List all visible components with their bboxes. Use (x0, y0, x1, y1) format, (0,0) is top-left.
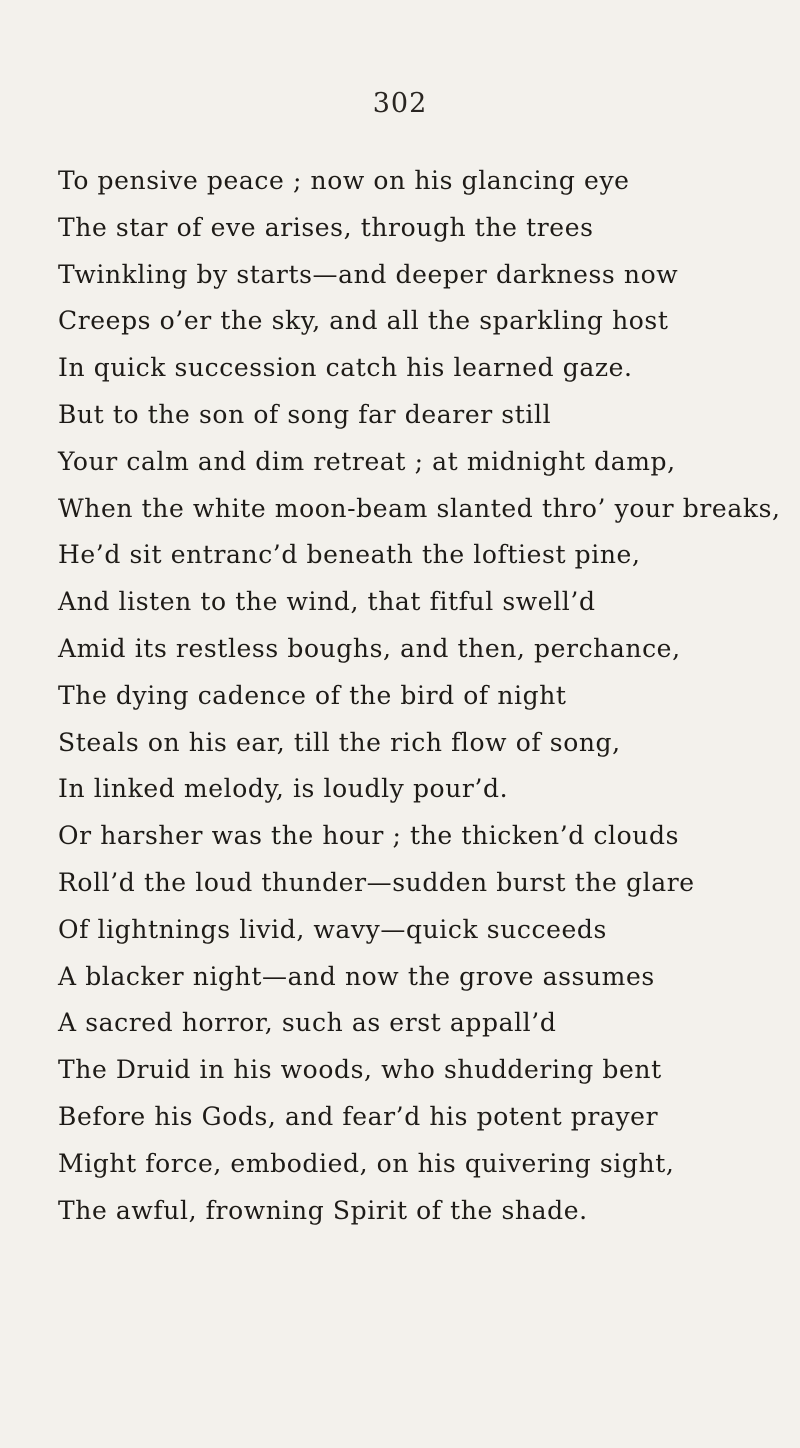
poem-line: A blacker night—and now the grove assumes (58, 961, 655, 991)
page-number: 302 (372, 88, 428, 119)
poem-line: The star of eve arises, through the trees (58, 212, 594, 242)
poem-line: Or harsher was the hour ; the thicken’d clouds (58, 821, 680, 851)
poem-line: Creeps o’er the sky, and all the sparkling host (58, 306, 669, 336)
poem-line: When the white moon-beam slanted thro’ your breaks, (58, 493, 781, 523)
poem-line: Roll’d the loud thunder—sudden burst the glare (58, 867, 695, 897)
poem-line: He’d sit entranc’d beneath the loftiest pine, (58, 540, 641, 570)
poem-line: Might force, embodied, on his quivering sight, (58, 1148, 675, 1178)
poem-line: To pensive peace ; now on his glancing eye (58, 166, 630, 195)
poem-line: Amid its restless boughs, and then, perchance, (58, 633, 681, 663)
poem-line: Your calm and dim retreat ; at midnight damp, (58, 446, 676, 476)
poem-line: The Druid in his woods, who shuddering bent (58, 1055, 662, 1085)
poem-line: But to the son of song far dearer still (58, 399, 552, 429)
poem-line: A sacred horror, such as erst appall’d (58, 1008, 557, 1038)
poem-text (58, 158, 800, 1234)
poem-line: Of lightnings livid, wavy—quick succeeds (58, 914, 607, 944)
poem-line: The awful, frowning Spirit of the shade. (58, 1195, 588, 1225)
poem-line: Steals on his ear, till the rich flow of song, (58, 727, 621, 757)
poem-line: Before his Gods, and fear’d his potent prayer (58, 1101, 659, 1131)
poem-line: In linked melody, is loudly pour’d. (58, 774, 509, 804)
poem-line: Twinkling by starts—and deeper darkness now (58, 259, 679, 289)
poem-line: In quick succession catch his learned gaze. (58, 353, 633, 383)
poem-line: The dying cadence of the bird of night (58, 680, 567, 710)
poem-line: And listen to the wind, that fitful swell’d (58, 587, 596, 617)
